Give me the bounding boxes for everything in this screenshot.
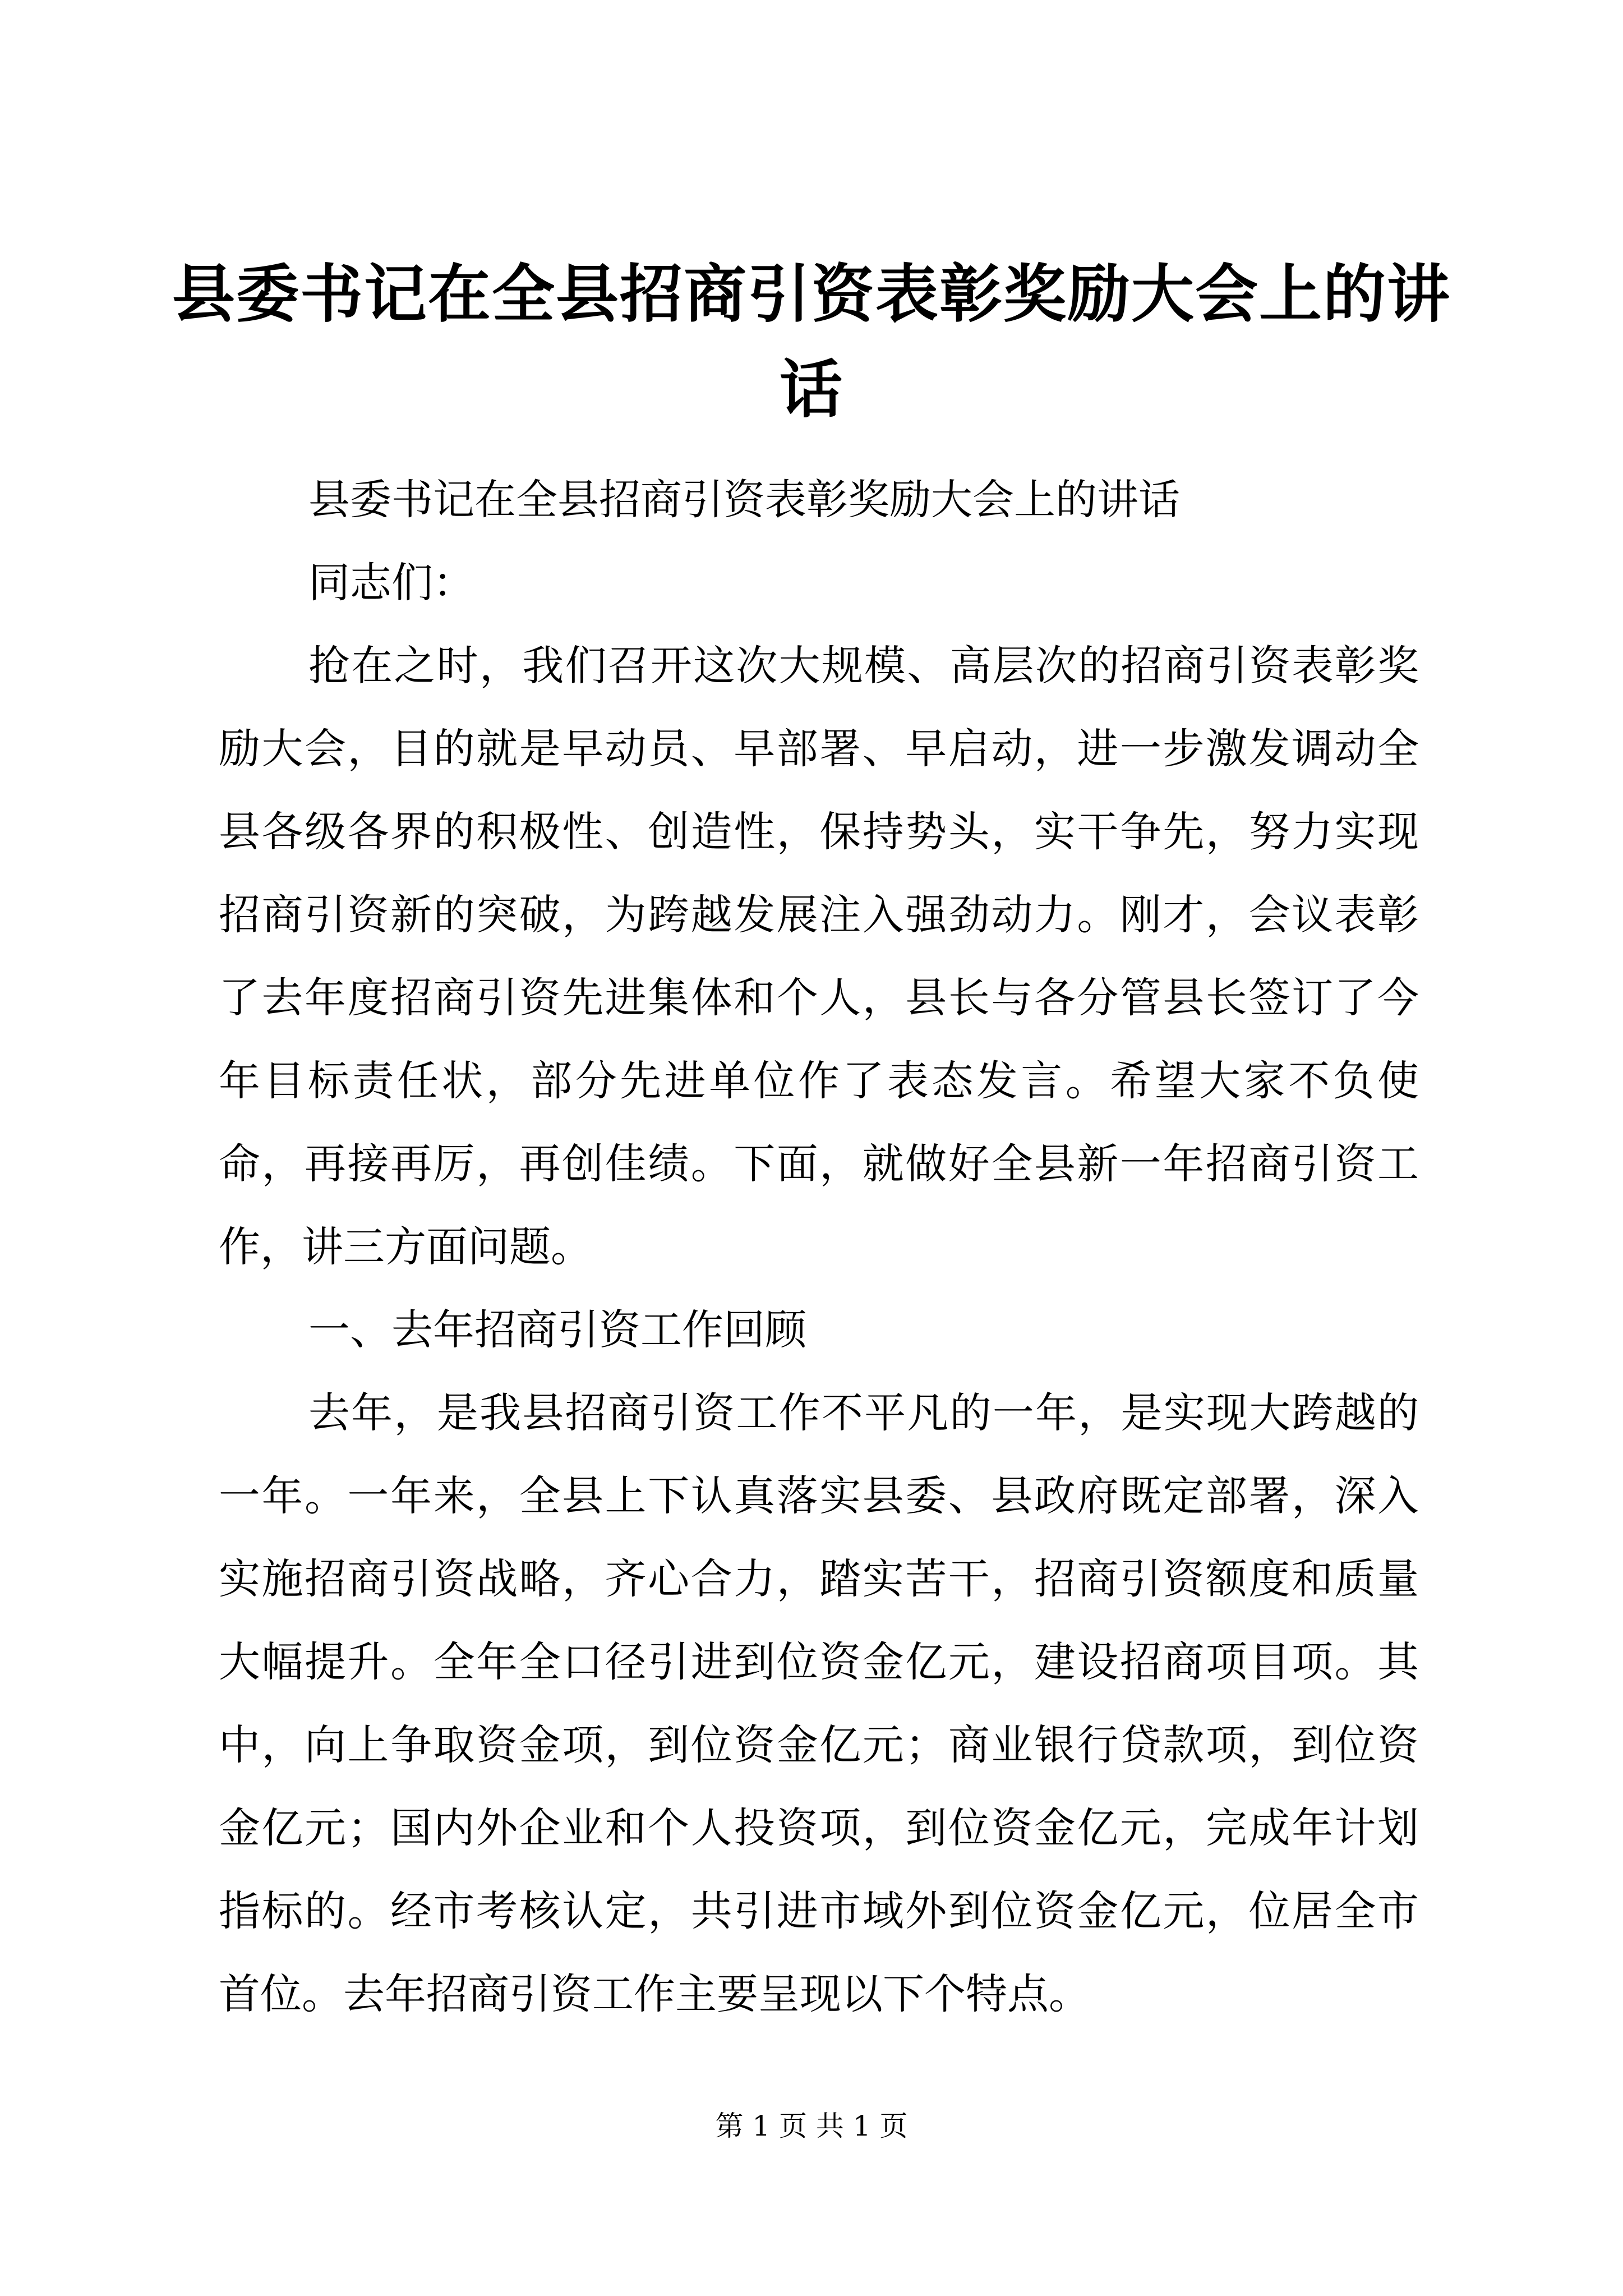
page-footer: 第 1 页 共 1 页 xyxy=(715,2110,908,2142)
section-heading: 一、去年招商引资工作回顾 xyxy=(308,1306,806,1354)
document-body xyxy=(219,458,1419,2036)
review-paragraph: 去年，是我县招商引资工作不平凡的一年，是实现大跨越的一年。一年来，全县上下认真落实县委、县政府既定部署，深入实施招商引资战略，齐心合力，踏实苦干，招商引资额度和质量大幅提升。全年全口径引进到位资金亿元，建设招商项目项。其中，向上争取资金项，到位资金亿元；商业银行贷款项，到位资金亿元；国内外企业和个人投资项，到位资金亿元，完成年计划指标的。经市考核认定，共引进市域外到位资金亿元，位居全市首位。去年招商引资工作主要呈现以下个特点。 xyxy=(219,1389,1419,2018)
intro-paragraph: 抢在之时，我们召开这次大规模、高层次的招商引资表彰奖励大会，目的就是早动员、早部署、早启动，进一步激发调动全县各级各界的积极性、创造性，保持势头，实干争先，努力实现招商引资新的突破，为跨越发展注入强劲动力。刚才，会议表彰了去年度招商引资先进集体和个人，县长与各分管县长签订了今年目标责任状，部分先进单位作了表态发言。希望大家不负使命，再接再厉，再创佳绩。下面，就做好全县新一年招商引资工作，讲三方面问题。 xyxy=(219,642,1419,1271)
page-title: 县委书记在全县招商引资表彰奖励大会上的讲话 xyxy=(172,257,1451,426)
subtitle-paragraph: 县委书记在全县招商引资表彰奖励大会上的讲话 xyxy=(308,476,1180,524)
salutation-paragraph: 同志们： xyxy=(308,559,474,607)
